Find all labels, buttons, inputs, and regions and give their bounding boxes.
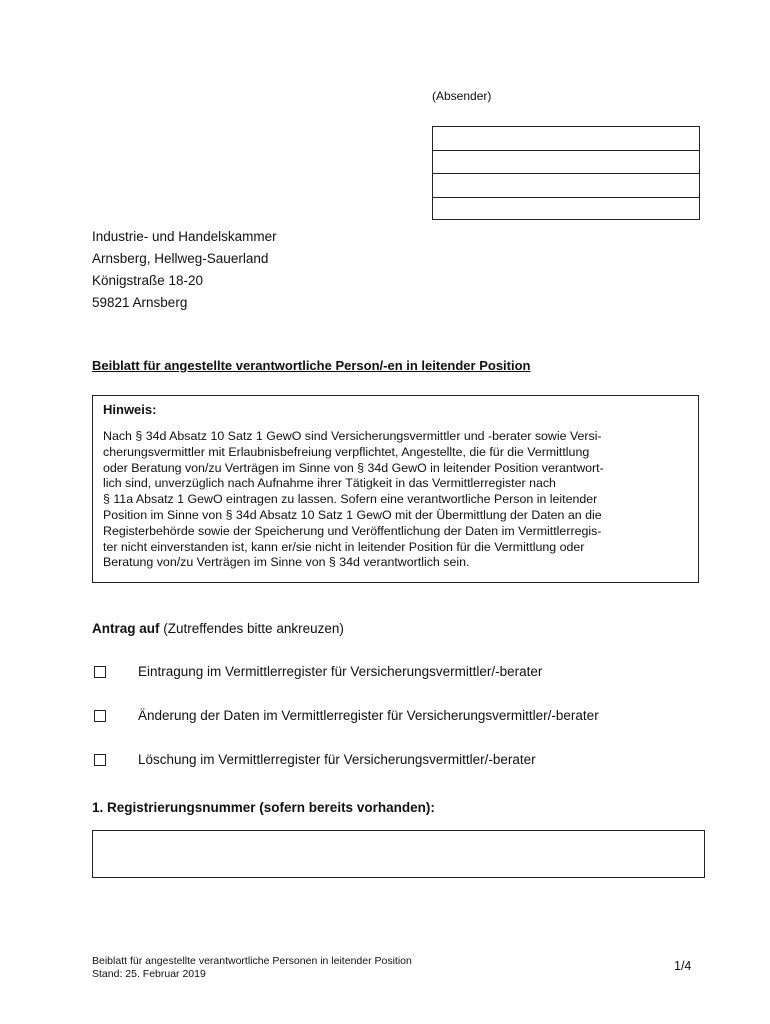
registration-number-field[interactable] (92, 830, 705, 878)
sender-line-2[interactable] (433, 151, 699, 175)
option-label: Eintragung im Vermittlerregister für Versicherungsvermittler/-berater (138, 664, 543, 679)
page-number: 1/4 (674, 959, 692, 973)
sender-address-box[interactable] (432, 126, 700, 220)
option-label: Änderung der Daten im Vermittlerregister für Versicherungsvermittler/-berater (138, 708, 599, 723)
notice-line: § 11a Absatz 1 GewO eintragen zu lassen. Sofern eine verantwortliche Person in leitender (103, 492, 598, 507)
registration-number-title: 1. Registrierungsnummer (sofern bereits vorhanden): (92, 800, 435, 815)
notice-line: Beratung von/zu Verträgen im Sinne von § 34d verantwortlich sein. (103, 555, 470, 570)
notice-line: ter nicht einverstanden ist, kann er/sie nicht in leitender Position für die Vermittlung oder (103, 539, 585, 554)
registration-checkbox[interactable] (94, 666, 106, 678)
request-heading (92, 621, 344, 636)
notice-line: oder Beratung von/zu Verträgen im Sinne von § 34d GewO in leitender Position verantwort- (103, 460, 604, 475)
notice-body (103, 429, 688, 571)
recipient-line: Arnsberg, Hellweg-Sauerland (92, 251, 269, 266)
footer-title: Beiblatt für angestellte verantwortliche Personen in leitender Position (92, 955, 412, 967)
footer (92, 955, 412, 981)
sender-label: (Absender) (432, 89, 492, 103)
recipient-line: Industrie- und Handelskammer (92, 229, 277, 244)
sender-line-4[interactable] (433, 198, 699, 222)
notice-line: cherungsvermittler mit Erlaubnisbefreiung verpflichtet, Angestellte, die für die Vermittlung (103, 444, 590, 459)
recipient-line: Königstraße 18-20 (92, 273, 204, 288)
sender-line-1[interactable] (433, 127, 699, 151)
notice-line: Nach § 34d Absatz 10 Satz 1 GewO sind Versicherungsvermittler und -berater sowie Versi- (103, 429, 602, 443)
change-checkbox[interactable] (94, 710, 106, 722)
notice-line: Position im Sinne von § 34d Absatz 10 Satz 1 GewO mit der Übermittlung der Daten an die (103, 507, 602, 522)
footer-date: Stand: 25. Februar 2019 (92, 968, 206, 980)
option-label: Löschung im Vermittlerregister für Versicherungsvermittler/-berater (138, 752, 536, 767)
form-title: Beiblatt für angestellte verantwortliche Person/-en in leitender Position (92, 358, 531, 373)
recipient-line: 59821 Arnsberg (92, 295, 188, 310)
notice-box (92, 395, 699, 583)
recipient-address (92, 226, 277, 314)
notice-heading: Hinweis: (103, 402, 157, 417)
deletion-checkbox[interactable] (94, 754, 106, 766)
notice-line: lich sind, unverzüglich nach Aufnahme ihrer Tätigkeit in das Vermittlerregister nach (103, 476, 556, 491)
sender-line-3[interactable] (433, 174, 699, 198)
request-heading-note: (Zutreffendes bitte ankreuzen) (159, 621, 344, 636)
notice-line: Registerbehörde sowie der Speicherung und Veröffentlichung der Daten im Vermittlerregis- (103, 523, 602, 538)
request-heading-bold: Antrag auf (92, 621, 160, 636)
